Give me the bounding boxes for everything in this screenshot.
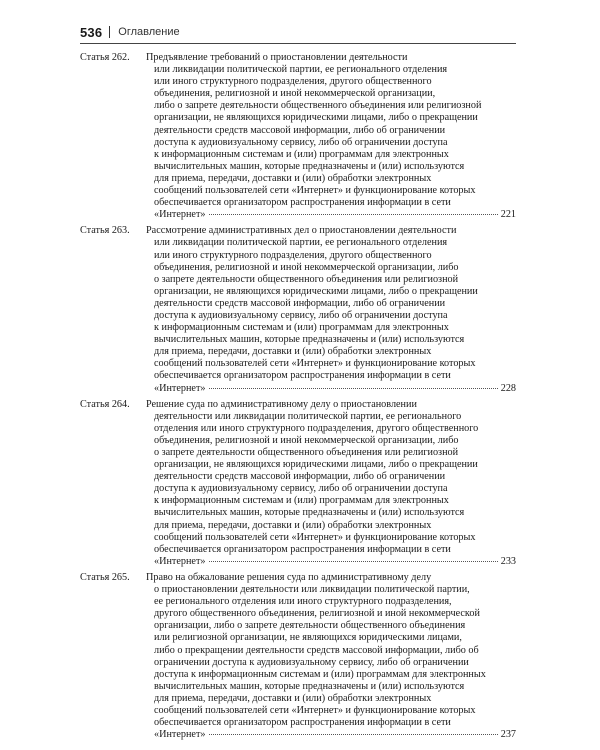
toc-entry[interactable] [80, 399, 516, 568]
article-title [146, 572, 516, 741]
title-last-line [146, 556, 516, 568]
title-line: объединения, религиозной и иной некоммерческой организации, либо [154, 434, 459, 446]
title-line: сообщений пользователей сети «Интернет» и функционирование которых [154, 358, 476, 370]
title-line: организации, либо о запрете деятельности общественного объединения [154, 620, 466, 632]
title-line-end: «Интернет» [154, 555, 206, 567]
title-last-line [146, 383, 516, 395]
title-line: или иного структурного подразделения, другого общественного [154, 249, 432, 261]
title-line: обеспечивается организатором распространения информации в сети [154, 543, 451, 555]
title-line: организации, не являющихся юридическими лицами, либо о прекращении [154, 285, 478, 297]
title-line: вычислительных машин, которые предназначены и (или) используются [154, 507, 465, 519]
title-line: другого общественного объединения, религиозной и иной некоммерческой [154, 608, 480, 620]
title-line: или иного структурного подразделения, другого общественного [154, 76, 432, 88]
title-line: для приема, передачи, доставки и (или) обработки электронных [154, 346, 432, 358]
page-reference[interactable]: 228 [500, 382, 516, 394]
title-line: обеспечивается организатором распространения информации в сети [154, 717, 451, 729]
title-line: для приема, передачи, доставки и (или) обработки электронных [154, 519, 432, 531]
title-line-end: «Интернет» [154, 729, 206, 741]
title-line: или религиозной организации, не являющихся юридическими лицами, [154, 632, 462, 644]
title-line: объединения, религиозной и иной некоммерческой организации, [154, 88, 436, 100]
title-line: к информационным системам и (или) программам для электронных [154, 495, 449, 507]
title-line: о запрете деятельности общественного объединения или религиозной [154, 447, 459, 458]
title-line: деятельности или ликвидации политической партии, ее регионального [154, 410, 462, 422]
page-reference[interactable]: 233 [500, 555, 516, 567]
title-line: сообщений пользователей сети «Интернет» и функционирование которых [154, 185, 476, 197]
title-line: вычислительных машин, которые предназначены и (или) используются [154, 680, 465, 692]
title-line: либо о запрете деятельности общественного объединения или религиозной [154, 100, 482, 112]
title-line: к информационным системам и (или) программам для электронных [154, 148, 449, 160]
title-line-end: «Интернет» [154, 382, 206, 394]
title-line: Рассмотрение административных дел о приостановлении деятельности [146, 225, 457, 237]
title-line: доступа к аудиовизуальному сервису, либо об ограничении доступа [154, 483, 448, 495]
section-title: Оглавление [118, 26, 180, 38]
title-line: или ликвидации политической партии, ее регионального отделения [154, 237, 448, 249]
title-line: Предъявление требований о приостановлении деятельности [146, 52, 408, 63]
dot-leader [209, 214, 498, 215]
title-line: деятельности средств массовой информации, либо об ограничении [154, 297, 446, 309]
article-title [146, 52, 516, 221]
title-line: доступа к аудиовизуальному сервису, либо об ограничении доступа [154, 136, 448, 148]
page-reference[interactable]: 237 [500, 729, 516, 741]
title-line: обеспечивается организатором распространения информации в сети [154, 197, 451, 209]
title-line: для приема, передачи, доставки и (или) обработки электронных [154, 692, 432, 704]
title-line: организации, не являющихся юридическими лицами, либо о прекращении [154, 112, 478, 124]
title-line-end: «Интернет» [154, 209, 206, 221]
dot-leader [209, 388, 498, 389]
title-last-line [146, 729, 516, 741]
title-line: сообщений пользователей сети «Интернет» и функционирование которых [154, 704, 476, 716]
page-header [80, 22, 516, 42]
header-divider [109, 26, 110, 38]
title-line: деятельности средств массовой информации, либо об ограничении [154, 124, 446, 136]
toc-entry[interactable] [80, 52, 516, 221]
title-line: вычислительных машин, которые предназначены и (или) используются [154, 160, 465, 172]
title-line: либо о прекращении деятельности средств массовой информации, либо об [154, 644, 479, 656]
title-line: деятельности средств массовой информации, либо об ограничении [154, 471, 446, 483]
title-line: сообщений пользователей сети «Интернет» и функционирование которых [154, 531, 476, 543]
article-title [146, 399, 516, 568]
header-rule [80, 43, 516, 44]
title-line: объединения, религиозной и иной некоммерческой организации, либо [154, 261, 459, 273]
title-line: отделения или иного структурного подразделения, другого общественного [154, 422, 479, 434]
title-line: Решение суда по административному делу о приостановлении [146, 398, 417, 410]
table-of-contents [80, 52, 516, 745]
article-number: Статья 262. [80, 52, 130, 63]
title-line: ограничении доступа к аудиовизуальному сервису, либо об ограничении [154, 656, 469, 668]
title-line: Право на обжалование решения суда по административному делу [146, 571, 432, 583]
dot-leader [209, 561, 498, 562]
article-title [146, 225, 516, 394]
title-line: для приема, передачи, доставки и (или) обработки электронных [154, 172, 432, 184]
title-line: о приостановлении деятельности или ликвидации политической партии, [154, 584, 470, 596]
page-reference[interactable]: 221 [500, 209, 516, 221]
article-number: Статья 264. [80, 398, 130, 410]
title-line: о запрете деятельности общественного объединения или религиозной [154, 273, 459, 285]
title-line: организации, не являющихся юридическими лицами, либо о прекращении [154, 459, 478, 471]
dot-leader [209, 734, 498, 735]
toc-entry[interactable] [80, 572, 516, 741]
title-line: вычислительных машин, которые предназначены и (или) используются [154, 334, 465, 346]
title-line: ее регионального отделения или иного структурного подразделения, [154, 596, 452, 608]
article-number: Статья 263. [80, 225, 130, 237]
toc-entry[interactable] [80, 225, 516, 394]
title-line: к информационным системам и (или) программам для электронных [154, 322, 449, 334]
title-line: доступа к аудиовизуальному сервису, либо об ограничении доступа [154, 309, 448, 321]
page-number: 536 [80, 24, 103, 40]
title-line: или ликвидации политической партии, ее регионального отделения [154, 64, 448, 76]
title-last-line [146, 209, 516, 221]
article-number: Статья 265. [80, 571, 130, 583]
title-line: доступа к информационным системам и (или) программам для электронных [154, 668, 486, 680]
title-line: обеспечивается организатором распространения информации в сети [154, 370, 451, 382]
